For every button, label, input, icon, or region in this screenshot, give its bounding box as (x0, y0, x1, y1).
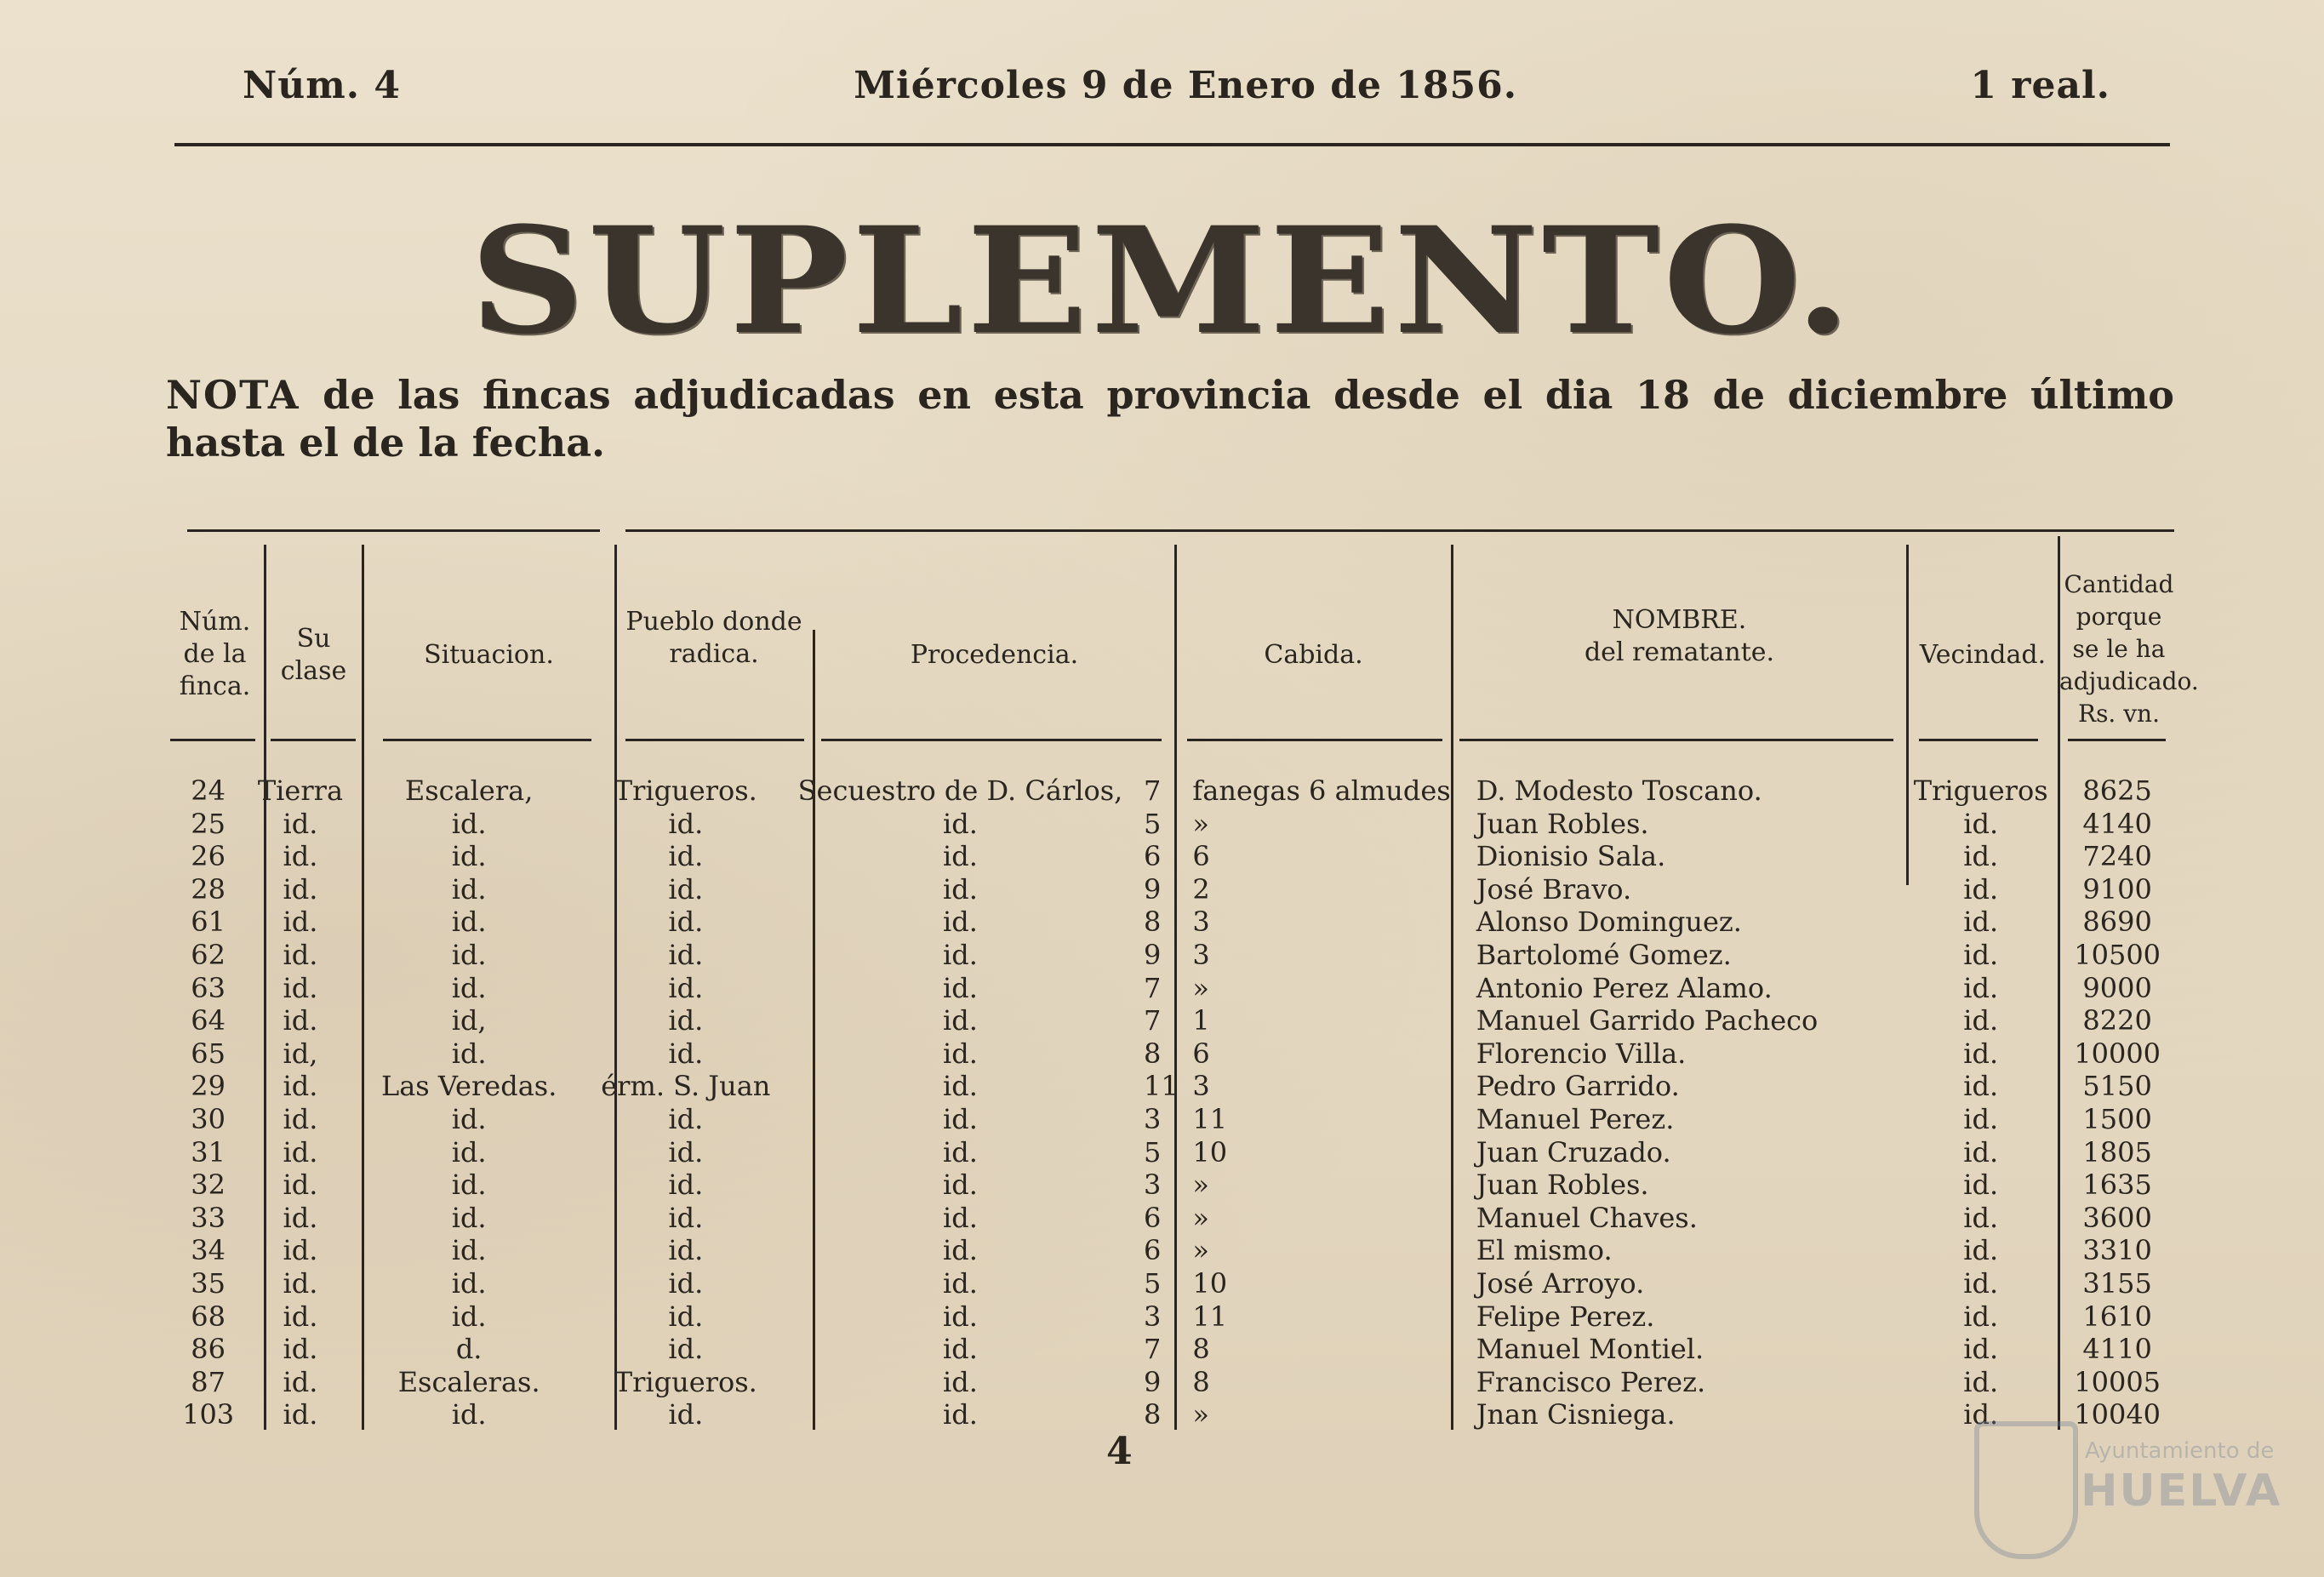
cell-clase: id. (283, 872, 318, 906)
cell-clase: id. (283, 938, 318, 971)
cell-cantidad: 1610 (2082, 1300, 2152, 1333)
cell-nombre: José Arroyo. (1476, 1266, 1645, 1300)
cell-nombre: Manuel Montiel. (1476, 1333, 1704, 1366)
cell-clase: id. (283, 1004, 318, 1037)
table-row (166, 774, 2178, 808)
cell-vecindad: id. (1963, 938, 1999, 971)
cell-cab1: 5 (1143, 1266, 1162, 1300)
cell-situacion: Escaleras. (397, 1365, 540, 1398)
cell-nombre: D. Modesto Toscano. (1476, 774, 1762, 807)
cell-nombre: Bartolomé Gomez. (1476, 938, 1732, 971)
header-underline (821, 739, 1162, 741)
cell-cab1: 9 (1143, 938, 1162, 971)
cell-cab1: 6 (1143, 840, 1162, 873)
table-row (166, 1234, 2178, 1267)
cell-procedencia: id. (943, 1398, 978, 1431)
cell-situacion: id. (451, 1168, 487, 1202)
cell-cab2: » (1192, 1201, 1209, 1234)
cell-clase: id. (283, 1333, 318, 1366)
cell-cantidad: 9000 (2082, 971, 2152, 1004)
cell-clase: id. (283, 840, 318, 873)
cell-situacion: Escalera, (404, 774, 534, 807)
cell-cantidad: 4140 (2082, 807, 2152, 840)
cell-cab1: 8 (1143, 1398, 1162, 1431)
cell-situacion: id. (451, 1102, 487, 1135)
cell-nombre: Francisco Perez. (1476, 1365, 1706, 1398)
cell-cab2: » (1192, 1168, 1209, 1202)
cell-clase: id. (283, 1234, 318, 1267)
cell-clase: id. (283, 1135, 318, 1168)
cell-nombre: Juan Robles. (1476, 1168, 1649, 1202)
cell-num: 62 (191, 938, 226, 971)
cell-situacion: d. (455, 1333, 483, 1366)
cell-vecindad: id. (1963, 807, 1999, 840)
cell-num: 32 (191, 1168, 226, 1202)
cell-situacion: id. (451, 872, 487, 906)
cell-clase: id. (283, 1070, 318, 1103)
table-row (166, 840, 2178, 873)
header-underline (1459, 739, 1893, 741)
table-row (166, 1366, 2178, 1399)
cell-vecindad: id. (1963, 1300, 1999, 1333)
cell-num: 103 (182, 1398, 235, 1431)
cell-procedencia: id. (943, 971, 978, 1004)
cell-vecindad: id. (1963, 1266, 1999, 1300)
cell-cab1: 3 (1143, 1300, 1162, 1333)
cell-procedencia: id. (943, 1201, 978, 1234)
cell-cantidad: 8625 (2082, 774, 2152, 807)
issue-price: 1 real. (1970, 63, 2110, 107)
cell-vecindad: id. (1963, 1004, 1999, 1037)
table-row (166, 1300, 2178, 1334)
table-row (166, 1202, 2178, 1235)
nota-text: de las fincas adjudicadas en esta provincia desde el dia 18 de diciembre último hasta el de la fecha. (166, 372, 2174, 466)
cell-pueblo: id. (668, 1201, 704, 1234)
cell-num: 29 (191, 1070, 226, 1103)
cell-clase: id. (283, 1300, 318, 1333)
table-row (166, 1004, 2178, 1037)
cell-nombre: José Bravo. (1476, 872, 1632, 906)
cell-situacion: id. (451, 971, 487, 1004)
header-vecindad: Vecindad. (1919, 640, 2047, 670)
cell-cantidad: 9100 (2082, 872, 2152, 906)
cell-cab2: 8 (1192, 1333, 1210, 1366)
cell-cab2: » (1192, 971, 1209, 1004)
cell-cab2: 1 (1192, 1004, 1210, 1037)
cell-nombre: Dionisio Sala. (1476, 840, 1666, 873)
cell-num: 86 (191, 1333, 226, 1366)
nota-paragraph (166, 371, 2174, 466)
header-situacion: Situacion. (424, 640, 554, 670)
cell-clase: id. (283, 906, 318, 939)
cell-cab1: 8 (1143, 906, 1162, 939)
issue-number: Núm. 4 (243, 63, 402, 107)
cell-pueblo: id. (668, 1004, 704, 1037)
cell-procedencia: id. (943, 1004, 978, 1037)
header-rule-left (187, 529, 600, 532)
header-nombre (1453, 604, 1906, 669)
header-underline (383, 739, 591, 741)
cell-vecindad: id. (1963, 1398, 1999, 1431)
cell-cab2: » (1192, 807, 1209, 840)
cell-cab1: 9 (1143, 872, 1162, 906)
cell-situacion: id. (451, 1234, 487, 1267)
cell-cantidad: 10500 (2074, 938, 2161, 971)
cell-nombre: Pedro Garrido. (1476, 1070, 1680, 1103)
page-number: 4 (1106, 1430, 1133, 1473)
cell-nombre: Jnan Cisniega. (1476, 1398, 1676, 1431)
cell-cab1: 7 (1143, 971, 1162, 1004)
cell-vecindad: id. (1963, 971, 1999, 1004)
cell-cab2: » (1192, 1398, 1209, 1431)
header-clase: Su clase (280, 624, 347, 686)
cell-cab2: 6 (1192, 1037, 1210, 1070)
cell-pueblo: id. (668, 1037, 704, 1070)
cell-situacion: id, (451, 1004, 487, 1037)
cell-clase: Tierra (257, 774, 344, 807)
cell-pueblo: id. (668, 1266, 704, 1300)
cell-nombre: Juan Cruzado. (1476, 1135, 1671, 1168)
cell-num: 30 (191, 1102, 226, 1135)
cell-situacion: id. (451, 807, 487, 840)
cell-cab2: 11 (1192, 1300, 1228, 1333)
header-num: Núm. de la finca. (179, 607, 251, 701)
cell-procedencia: id. (943, 1300, 978, 1333)
cell-cantidad: 1635 (2082, 1168, 2152, 1202)
cell-clase: id. (283, 1168, 318, 1202)
nota-lead: NOTA (166, 372, 300, 418)
cell-pueblo: Trigueros. (614, 774, 757, 807)
cell-situacion: id. (451, 1201, 487, 1234)
cell-procedencia: id. (943, 1102, 978, 1135)
cell-cab2: 3 (1192, 1070, 1210, 1103)
cell-vecindad: id. (1963, 1201, 1999, 1234)
cell-cantidad: 1805 (2082, 1135, 2152, 1168)
cell-clase: id, (283, 1037, 318, 1070)
cell-procedencia: id. (943, 1365, 978, 1398)
header-underline (625, 739, 804, 741)
cell-cab1: 3 (1143, 1168, 1162, 1202)
cell-cab1: 11 (1143, 1070, 1179, 1103)
cell-nombre: Antonio Perez Alamo. (1476, 971, 1773, 1004)
cell-cab2: 8 (1192, 1365, 1210, 1398)
cell-vecindad: id. (1963, 1333, 1999, 1366)
cell-procedencia: id. (943, 840, 978, 873)
cell-vecindad: id. (1963, 1070, 1999, 1103)
cell-cantidad: 3155 (2082, 1266, 2152, 1300)
cell-cab2: » (1192, 1234, 1209, 1267)
cell-cantidad: 10040 (2074, 1398, 2161, 1431)
cell-cab1: 9 (1143, 1365, 1162, 1398)
table-row (166, 1136, 2178, 1169)
cell-pueblo: id. (668, 840, 704, 873)
cell-procedencia: id. (943, 1070, 978, 1103)
cell-cab1: 5 (1143, 807, 1162, 840)
header-pueblo: Pueblo donde radica. (625, 607, 802, 669)
cell-situacion: Las Veredas. (380, 1070, 557, 1103)
archive-watermark (1974, 1413, 2281, 1557)
table-row (166, 972, 2178, 1005)
coat-of-arms-icon (1974, 1421, 2078, 1559)
cell-situacion: id. (451, 938, 487, 971)
cell-cab2: 3 (1192, 938, 1210, 971)
cell-pueblo: Trigueros. (614, 1365, 757, 1398)
watermark-line1: Ayuntamiento de (2085, 1438, 2275, 1464)
cell-cantidad: 7240 (2082, 840, 2152, 873)
header-cantidad: Cantidad porque se le ha adjudicado. Rs. vn. (2059, 570, 2199, 728)
header-underline (2068, 739, 2166, 741)
cell-procedencia: id. (943, 1266, 978, 1300)
table-row (166, 808, 2178, 841)
cell-pueblo: id. (668, 1135, 704, 1168)
cell-vecindad: id. (1963, 1365, 1999, 1398)
page-title: SUPLEMENTO. (470, 194, 1854, 367)
cell-clase: id. (283, 1398, 318, 1431)
cell-num: 61 (191, 906, 226, 939)
cell-nombre: Felipe Perez. (1476, 1300, 1655, 1333)
cell-cab1: 6 (1143, 1201, 1162, 1234)
cell-pueblo: id. (668, 1398, 704, 1431)
cell-procedencia: id. (943, 1168, 978, 1202)
cell-nombre: El mismo. (1476, 1234, 1613, 1267)
cell-clase: id. (283, 1266, 318, 1300)
cell-clase: id. (283, 1201, 318, 1234)
cell-nombre: Manuel Garrido Pacheco (1476, 1004, 1819, 1037)
table-row (166, 1267, 2178, 1300)
cell-num: 64 (191, 1004, 226, 1037)
cell-cab2: 11 (1192, 1102, 1228, 1135)
table-row (166, 1070, 2178, 1103)
cell-num: 35 (191, 1266, 226, 1300)
cell-cab1: 8 (1143, 1037, 1162, 1070)
header-nombre-line2: del rematante. (1584, 637, 1775, 667)
cell-nombre: Manuel Perez. (1476, 1102, 1675, 1135)
cell-cantidad: 3310 (2082, 1234, 2152, 1267)
header-underline (1919, 739, 2038, 741)
cell-situacion: id. (451, 1037, 487, 1070)
cell-procedencia: id. (943, 1333, 978, 1366)
cell-procedencia: id. (943, 1037, 978, 1070)
masthead-rule (174, 143, 2170, 146)
cell-pueblo: id. (668, 872, 704, 906)
cell-pueblo: id. (668, 1102, 704, 1135)
cell-cab2: 10 (1192, 1266, 1228, 1300)
cell-clase: id. (283, 807, 318, 840)
cell-num: 63 (191, 971, 226, 1004)
cell-pueblo: id. (668, 807, 704, 840)
cell-cab1: 7 (1143, 1004, 1162, 1037)
table-row (166, 1103, 2178, 1136)
cell-cab1: 3 (1143, 1102, 1162, 1135)
cell-nombre: Juan Robles. (1476, 807, 1649, 840)
cell-clase: id. (283, 971, 318, 1004)
cell-cab1: 6 (1143, 1234, 1162, 1267)
cell-num: 87 (191, 1365, 226, 1398)
watermark-line2: HUELVA (2081, 1466, 2282, 1517)
cell-cantidad: 8220 (2082, 1004, 2152, 1037)
cell-situacion: id. (451, 1266, 487, 1300)
cell-vecindad: id. (1963, 1102, 1999, 1135)
header-rule-right (625, 529, 2174, 532)
cell-situacion: id. (451, 840, 487, 873)
cell-procedencia: id. (943, 807, 978, 840)
cell-pueblo: id. (668, 971, 704, 1004)
table-row (166, 1037, 2178, 1071)
cell-pueblo: id. (668, 1333, 704, 1366)
cell-procedencia: id. (943, 1135, 978, 1168)
cell-pueblo: érm. S. Juan (601, 1070, 771, 1103)
cell-cab2: 10 (1192, 1135, 1228, 1168)
cell-pueblo: id. (668, 1168, 704, 1202)
cell-vecindad: id. (1963, 1234, 1999, 1267)
cell-cantidad: 1500 (2082, 1102, 2152, 1135)
cell-cab2: fanegas 6 almudes (1192, 774, 1451, 807)
cell-num: 34 (191, 1234, 226, 1267)
issue-date: Miércoles 9 de Enero de 1856. (854, 63, 1518, 107)
cell-pueblo: id. (668, 906, 704, 939)
cell-situacion: id. (451, 1300, 487, 1333)
cell-cantidad: 10005 (2074, 1365, 2161, 1398)
cell-cantidad: 4110 (2082, 1333, 2152, 1366)
cell-procedencia: id. (943, 872, 978, 906)
cell-clase: id. (283, 1102, 318, 1135)
cell-vecindad: id. (1963, 1168, 1999, 1202)
cell-cab1: 7 (1143, 774, 1162, 807)
fincas-table-body (166, 774, 2178, 1431)
table-row (166, 1398, 2178, 1431)
cell-procedencia: id. (943, 938, 978, 971)
header-underline (170, 739, 255, 741)
table-row (166, 1333, 2178, 1366)
cell-cab2: 3 (1192, 906, 1210, 939)
cell-situacion: id. (451, 1135, 487, 1168)
cell-cantidad: 8690 (2082, 906, 2152, 939)
cell-nombre: Alonso Dominguez. (1476, 906, 1742, 939)
cell-vecindad: id. (1963, 1135, 1999, 1168)
cell-num: 33 (191, 1201, 226, 1234)
header-underline (271, 739, 356, 741)
cell-cantidad: 5150 (2082, 1070, 2152, 1103)
cell-vecindad: id. (1963, 906, 1999, 939)
cell-cab2: 2 (1192, 872, 1210, 906)
cell-nombre: Florencio Villa. (1476, 1037, 1687, 1070)
cell-pueblo: id. (668, 938, 704, 971)
cell-cantidad: 10000 (2074, 1037, 2161, 1070)
cell-situacion: id. (451, 1398, 487, 1431)
cell-vecindad: id. (1963, 872, 1999, 906)
cell-cab1: 7 (1143, 1333, 1162, 1366)
cell-cantidad: 3600 (2082, 1201, 2152, 1234)
cell-cab1: 5 (1143, 1135, 1162, 1168)
cell-vecindad: id. (1963, 1037, 1999, 1070)
cell-clase: id. (283, 1365, 318, 1398)
table-row (166, 873, 2178, 906)
cell-procedencia: id. (943, 906, 978, 939)
header-cabida: Cabida. (1264, 640, 1363, 670)
fincas-table (166, 774, 2178, 1431)
cell-vecindad: Trigueros (1913, 774, 2048, 807)
header-nombre-line1: NOMBRE. (1612, 605, 1747, 635)
cell-num: 28 (191, 872, 226, 906)
cell-pueblo: id. (668, 1300, 704, 1333)
cell-num: 31 (191, 1135, 226, 1168)
cell-num: 24 (191, 774, 226, 807)
table-row (166, 906, 2178, 939)
cell-nombre: Manuel Chaves. (1476, 1201, 1698, 1234)
table-row (166, 939, 2178, 972)
cell-procedencia: Secuestro de D. Cárlos, (797, 774, 1123, 807)
cell-pueblo: id. (668, 1234, 704, 1267)
header-procedencia: Procedencia. (910, 640, 1079, 670)
masthead (174, 51, 2170, 119)
cell-num: 68 (191, 1300, 226, 1333)
cell-cab2: 6 (1192, 840, 1210, 873)
cell-procedencia: id. (943, 1234, 978, 1267)
cell-num: 65 (191, 1037, 226, 1070)
table-row (166, 1168, 2178, 1202)
cell-num: 26 (191, 840, 226, 873)
cell-num: 25 (191, 807, 226, 840)
cell-vecindad: id. (1963, 840, 1999, 873)
cell-situacion: id. (451, 906, 487, 939)
header-underline (1187, 739, 1442, 741)
